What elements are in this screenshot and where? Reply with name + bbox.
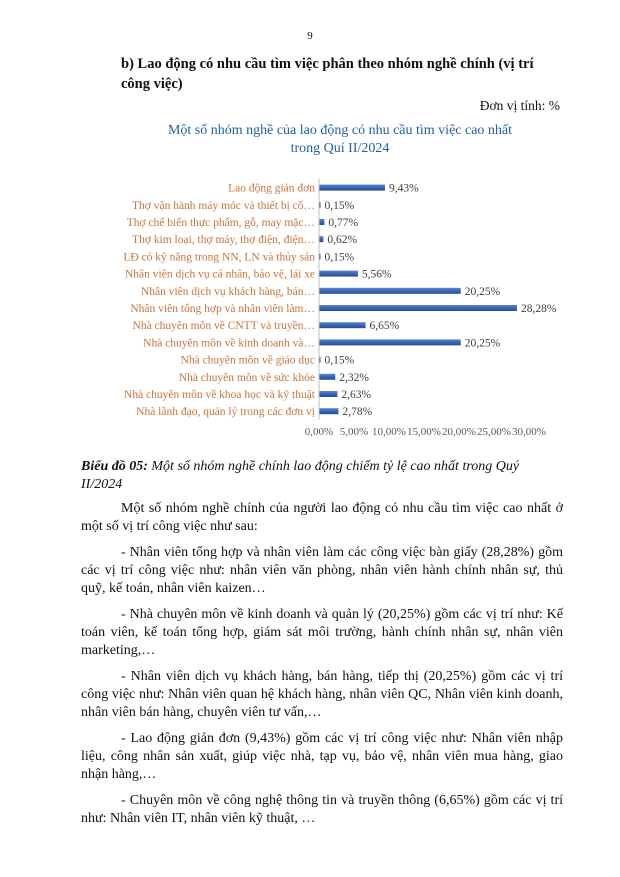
chart-title-line-1: Một số nhóm nghề của lao động có nhu cầu tìm việc cao nhất (167, 123, 513, 138)
data-label: 9,43% (389, 182, 419, 195)
category-label: LĐ có kỹ năng trong NN, LN và thủy sản (123, 251, 315, 264)
category-label: Nhân viên dịch vụ khách hàng, bán… (140, 285, 315, 298)
data-labels (325, 183, 557, 419)
category-label: Lao động giản đơn (228, 182, 315, 195)
bar (319, 236, 323, 242)
paragraph-it: - Chuyên môn về công nghệ thông tin và truyền thông (6,65%) gồm các vị trí như: Nhân viên IT, nhân viên kỹ thuật, … (81, 793, 563, 826)
category-label: Thợ chế biến thực phẩm, gỗ, may mặc… (126, 217, 315, 229)
x-tick-label: 30,00% (512, 426, 546, 438)
unit-note: Đơn vị tính: % (479, 98, 560, 113)
paragraph-business-management: - Nhà chuyên môn về kinh doanh và quản lý (20,25%) gồm các vị trí như: Kế toán viên, kế toán tổng hợp, giám sát môi trường, hành chính nhân sự, nhân viên marketing,… (81, 607, 563, 658)
bar (319, 391, 337, 397)
bar (319, 339, 461, 345)
paragraph-customer-service: - Nhân viên dịch vụ khách hàng, bán hàng, tiếp thị (20,25%) gồm các vị trí công việc như: Nhân viên quan hệ khách hàng, nhân viên QC, Nhân viên kinh doanh, nhân viên bán hàng, chuyên viên tư vấn,… (81, 669, 563, 720)
bar (319, 374, 335, 380)
category-labels (123, 183, 315, 419)
chart-title-line-2: trong Quí II/2024 (290, 141, 390, 156)
bar (319, 185, 385, 191)
paragraph-elementary-labor: - Lao động giản đơn (9,43%) gồm các vị trí công việc như: Nhân viên nhập liệu, công nhân sản xuất, giúp việc nhà, tạp vụ, bảo vệ, nhân viên mua hàng, giao nhận hàng,… (81, 731, 563, 782)
data-label: 2,63% (341, 389, 372, 401)
category-label: Nhà chuyên môn về kinh doanh và… (143, 337, 315, 350)
page-number: 9 (307, 30, 313, 42)
data-label: 0,15% (324, 251, 355, 264)
x-tick-label: 5,00% (339, 426, 369, 438)
x-tick-label: 0,00% (304, 426, 334, 438)
section-heading: b) Lao động có nhu cầu tìm việc phân theo nhóm nghề chính (vị trí công việc) (121, 56, 534, 92)
data-label: 20,25% (464, 337, 501, 350)
bar-chart (60, 172, 560, 444)
category-label: Nhà lãnh đạo, quản lý trong các đơn vị (136, 406, 315, 419)
body-text (81, 500, 563, 836)
data-label: 2,32% (339, 371, 369, 384)
category-label: Nhà chuyên môn về giáo dục (180, 354, 315, 367)
data-label: 0,62% (327, 234, 358, 247)
chart-title (120, 122, 560, 158)
bar (319, 288, 461, 294)
x-tick-label: 10,00% (372, 426, 406, 438)
x-tick-label: 15,00% (407, 426, 441, 438)
paragraph-office-staff: - Nhân viên tổng hợp và nhân viên làm các công việc bàn giấy (28,28%) gồm các vị trí công việc như: nhân viên văn phòng, nhân viên hành chính nhân sự, thủ quỹ, kế toán, nhân viên kaizen… (81, 545, 563, 596)
data-label: 5,56% (361, 268, 392, 281)
caption-label: Biểu đồ 05: (81, 459, 148, 474)
category-label: Nhà chuyên môn về CNTT và truyền… (132, 320, 315, 333)
category-label: Nhà chuyên môn về khoa học và kỹ thuật (124, 389, 315, 401)
data-label: 0,15% (324, 199, 355, 212)
data-label: 0,77% (328, 217, 359, 229)
category-label: Nhân viên dịch vụ cá nhân, bảo vệ, lái xe (124, 268, 315, 281)
chart-caption (81, 458, 563, 494)
x-tick-label: 20,00% (442, 426, 476, 438)
paragraph-intro: Một số nhóm nghề chính của người lao động có nhu cầu tìm việc cao nhất ở một số vị trí công việc như sau: (81, 501, 563, 534)
category-label: Thợ vận hành máy móc và thiết bị cố… (131, 199, 315, 212)
category-label: Thợ kim loại, thợ máy, thợ điện, điện… (132, 234, 315, 247)
x-tick-label: 25,00% (477, 426, 511, 438)
category-label: Nhân viên tổng hợp và nhân viên làm… (130, 303, 315, 315)
bar (319, 408, 338, 414)
bar (319, 305, 517, 311)
data-label: 28,28% (520, 303, 557, 315)
data-label: 20,25% (464, 285, 501, 298)
data-label: 2,78% (342, 406, 373, 419)
category-label: Nhà chuyên môn về sức khỏe (178, 371, 315, 384)
bar (319, 271, 358, 277)
bar (319, 322, 366, 328)
x-axis-ticks (305, 426, 546, 438)
caption-text: Một số nhóm nghề chính lao động chiếm tỷ lệ cao nhất trong Quý II/2024 (81, 459, 520, 492)
bar (319, 219, 324, 225)
data-label: 0,15% (324, 354, 355, 367)
data-label: 6,65% (369, 320, 400, 333)
